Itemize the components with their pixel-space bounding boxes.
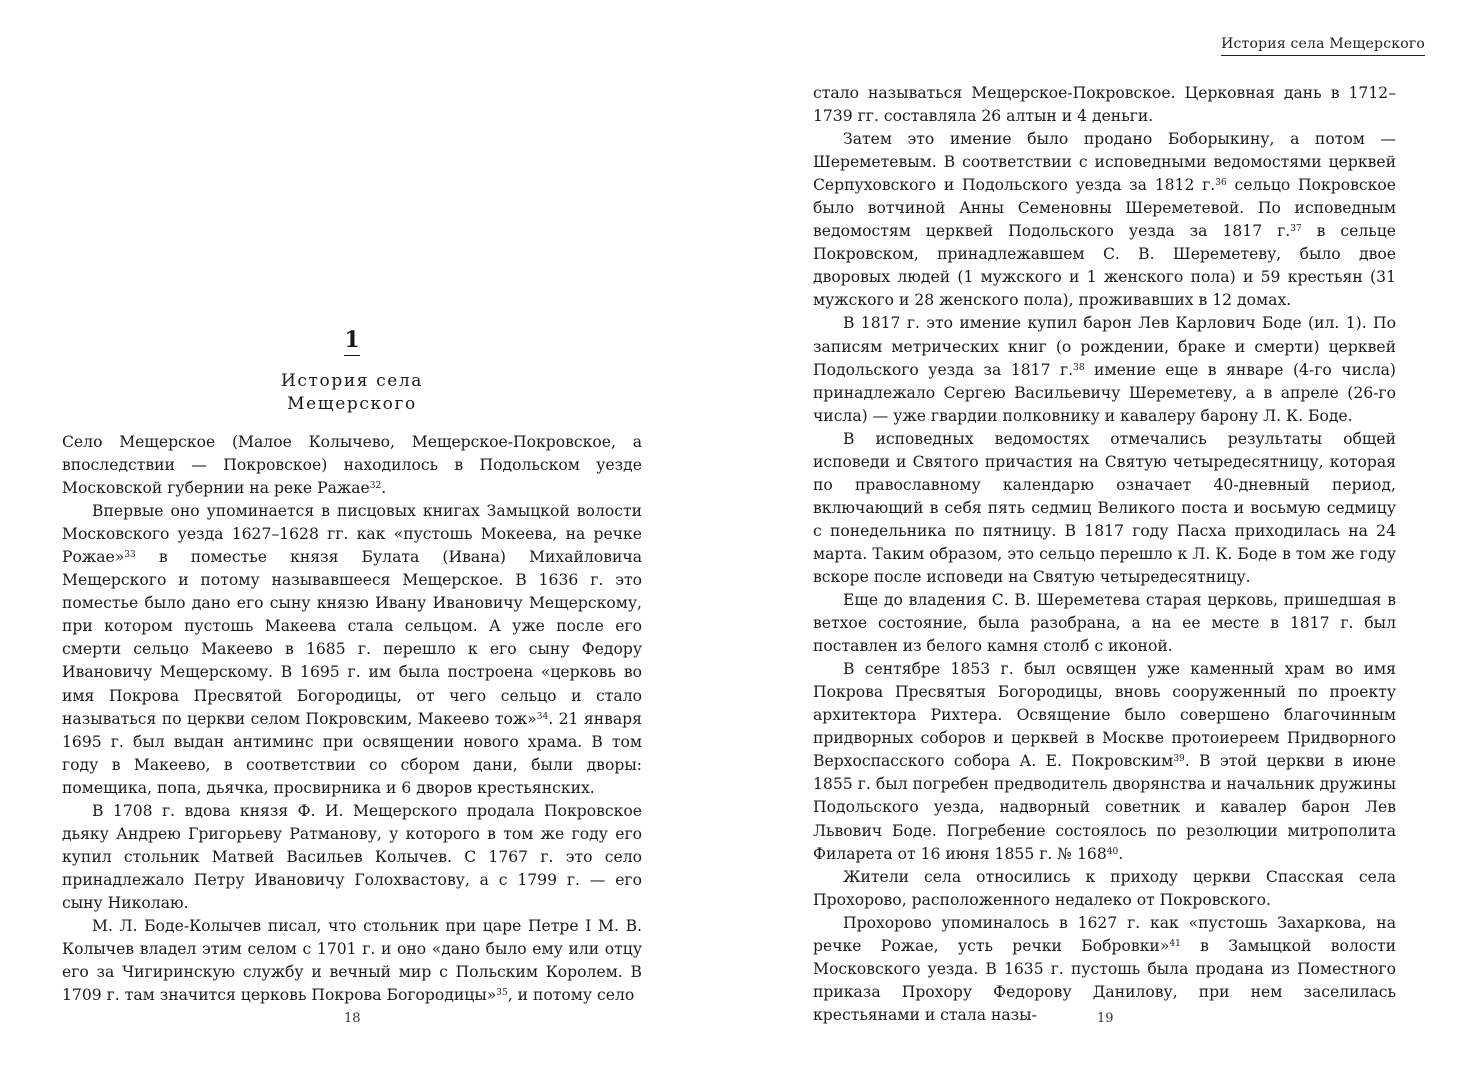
chapter-title-line-2: Мещерского — [287, 394, 417, 414]
paragraph: Затем это имение было продано Боборыкину, а потом — Шереметевым. В соответствии с исповедными ведомостями церквей Серпуховского и Подольского уезда за 1812 г.$^{36}$ сельцо Покровское было вотчиной Анны Семеновны Шереметевой. По исповедным ведомостям церквей Подольского уезда за 1817 г.$^{37}$ в сельце Покровском, принадлежавшем С. В. Шереметеву, было двое дворовых людей (1 мужского и 1 женского пола) и 59 крестьян (31 мужского и 28 женского пола), проживавших в 12 домах. — [813, 130, 1397, 310]
paragraph: В 1708 г. вдова князя Ф. И. Мещерского продала Покровское дьяку Андрею Григорьеву Ратманову, у которого в том же году его купил стольник Матвей Васильев Колычев. С 1767 г. это село принадлежало Петру Ивановичу Голохвастову, а с 1799 г. — его сыну Николаю. — [62, 801, 642, 912]
page-number-right: 19 — [1097, 1011, 1114, 1026]
paragraph: В 1817 г. это имение купил барон Лев Карлович Боде (ил. 1). По записям метрических книг (о рождении, браке и смерти) церквей Подольского уезда за 1817 г.$^{38}$ имение еще в январе (4-го числа) принадлежало Сергею Васильевичу Шереметеву, а в апреле (26-го числа) — уже гвардии полковнику и кавалеру барону Л. К. Боде. — [813, 314, 1397, 425]
paragraph: В исповедных ведомостях отмечались результаты общей исповеди и Святого причастия на Святую четыредесятницу, которая по православному календарю означает 40-дневный период, включающий в себя пять седмиц Великого поста и восьмую седмицу с понедельника по пятницу. В 1817 году Пасха приходилась на 24 марта. Таким образом, это сельцо перешло к Л. К. Боде в том же году вскоре после исповеди на Святую четыредесятницу. — [813, 429, 1396, 586]
chapter-title — [62, 370, 642, 416]
paragraph: Прохорово упоминалось в 1627 г. как «пустошь Захаркова, на речке Рожае, усть речки Бобровки»$^{41}$ в Замыцкой волости Московского уезда. В 1635 г. пустошь была продана из Поместного приказа Прохору Федорову Данилову, при нем заселилась крестьянами и стала назы- — [813, 913, 1396, 1024]
paragraph: стало называться Мещерское-Покровское. Церковная дань в 1712–1739 гг. составляла 26 алтын и 4 деньги. — [813, 84, 1396, 126]
paragraph: М. Л. Боде-Колычев писал, что стольник при царе Петре I М. В. Колычев владел этим селом с 1701 г. и оно «дано было ему или отцу его за Чигиринскую службу и вечный мир с Польским Королем. В 1709 г. там значится церковь Покрова Богородицы»$^{35}$, и потому село — [62, 916, 642, 1005]
footnote-ref: 38 — [1073, 362, 1085, 373]
footnote-ref: 34 — [536, 711, 549, 722]
footnote-ref: 40 — [1106, 846, 1119, 857]
chapter-number: 1 — [344, 327, 359, 356]
footnote-ref: 32 — [369, 481, 382, 492]
paragraph: В сентябре 1853 г. был освящен уже каменный храм во имя Покрова Пресвятыя Богородицы, вновь сооруженный по проекту архитектора Рихтера. Освящение было совершено благочинным придворных соборов и церквей в Москве протоиереем Придворного Верхоспасского собора А. Е. Покровским$^{39}$. В этой церкви в июне 1855 г. был погребен предводитель дворянства и начальник дружины Подольского уезда, надворный советник и кавалер барон Лев Львович Боде. Погребение состоялось по резолюции митрополита Филарета от 16 июня 1855 г. № $168^{40}$. — [813, 660, 1396, 863]
running-head: История села Мещерского — [1221, 36, 1425, 56]
footnote-ref: 33 — [124, 550, 136, 561]
footnote-ref: 41 — [1169, 938, 1181, 949]
right-body-text — [813, 82, 1396, 1027]
footnote-ref: 39 — [1173, 754, 1185, 765]
footnote-ref: 37 — [1290, 224, 1302, 235]
paragraph: Еще до владения С. В. Шереметева старая церковь, пришедшая в ветхое состояние, была разобрана, а на ее месте в 1817 г. был поставлен из белого камня столб с иконой. — [813, 591, 1396, 656]
footnote-ref: 35 — [496, 988, 508, 999]
paragraph: Жители села относились к приходу церкви Спасская села Прохорово, расположенного недалеко от Покровского. — [813, 867, 1396, 909]
paragraph: Впервые оно упоминается в писцовых книгах Замыцкой волости Московского уезда 1627–1628 гг. как «пустошь Мокеева, на речке Рожае»$^{33}$ в поместье князя Булата (Ивана) Михайловича Мещерского и потому называвшееся Мещерское. В 1636 г. это поместье было дано его сыну князю Ивану Ивановичу Мещерскому, при котором пустошь Макеева стала сельцом. А уже после его смерти сельцо Макеево в 1685 г. перешло к его сыну Федору Ивановичу Мещерскому. В 1695 г. им была построена «церковь во имя Покрова Пресвятой Богородицы, от чего сельцо и стало называться по церкви селом Покровским, Макеево тож»$^{34}$. 21 января 1695 г. был выдан антиминс при освящении нового храма. В том году в Макеево, в соответствии со сбором дани, были дворы: помещика, попа, дьячка, просвирника и 6 дворов крестьянских. — [62, 502, 642, 797]
footnote-ref: 36 — [1215, 178, 1227, 189]
right-page — [728, 0, 1457, 1080]
paragraph: Село Мещерское (Малое Колычево, Мещерское-Покровское, а впоследствии — Покровское) находилось в Подольском уезде Московской губернии на реке Ражае$^{32}$. — [62, 433, 642, 498]
left-body-text — [62, 431, 642, 1007]
chapter-title-line-1: История села — [280, 371, 424, 391]
page-number-left: 18 — [344, 1011, 361, 1026]
chapter-heading — [62, 327, 642, 416]
left-page — [0, 0, 728, 1080]
